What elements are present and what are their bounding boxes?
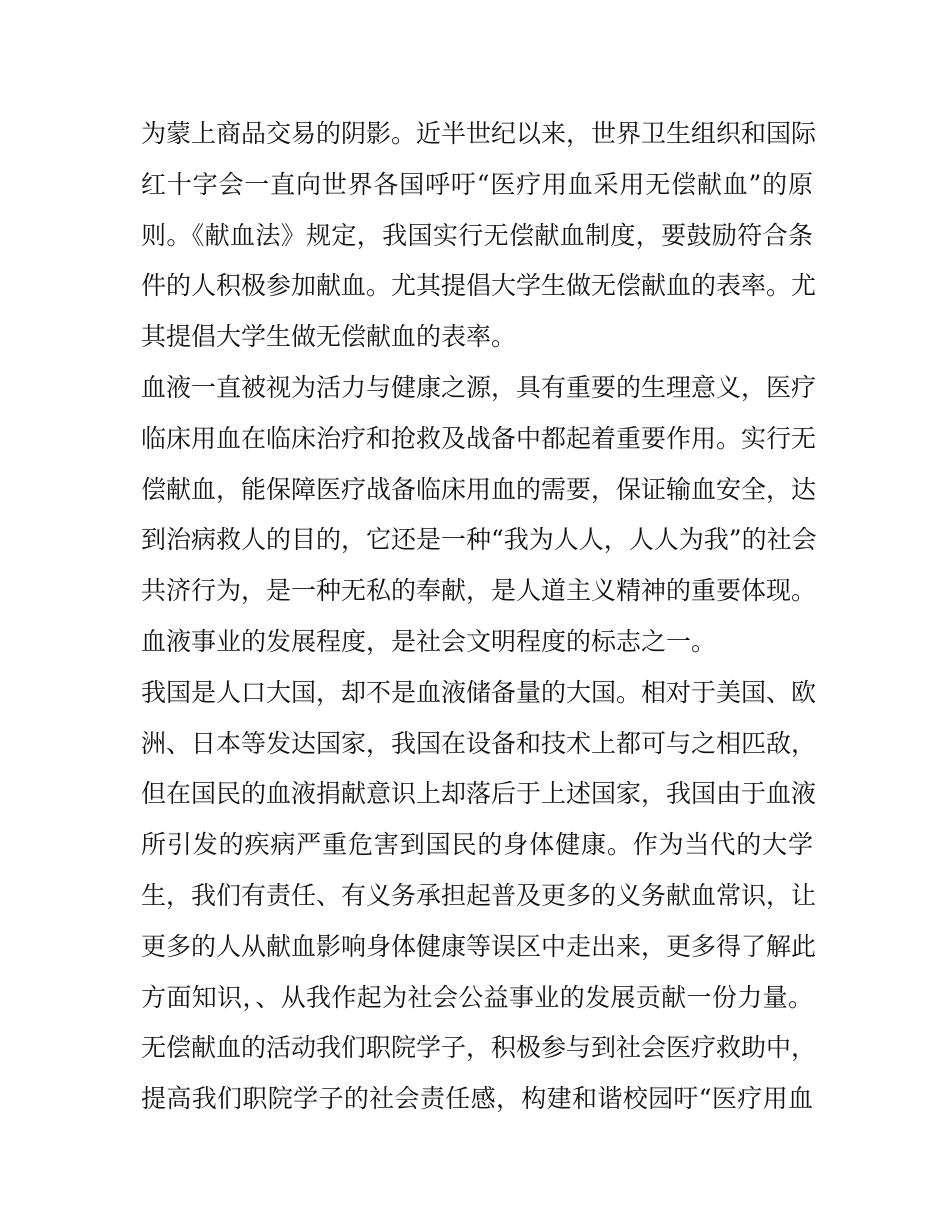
text-line: 红十字会一直向世界各国呼吁“医疗用血采用无偿献血”的原 bbox=[141, 169, 813, 199]
text-line: 无偿献血的活动我们职院学子，积极参与到社会医疗救助中， bbox=[141, 1033, 817, 1063]
body-text bbox=[141, 109, 817, 1125]
text-line: 洲、日本等发达国家，我国在设备和技术上都可与之相匹敌， bbox=[141, 728, 817, 758]
text-line: 方面知识，、从我作起为社会公益事业的发展贡献一份力量。 bbox=[141, 982, 813, 1012]
text-line: 临床用血在临床治疗和抢救及战备中都起着重要作用。实行无 bbox=[141, 423, 817, 453]
text-line: 则。《献血法》规定，我国实行无偿献血制度，要鼓励符合条 bbox=[141, 220, 813, 250]
text-line: 为蒙上商品交易的阴影。近半世纪以来，世界卫生组织和国际 bbox=[141, 119, 817, 148]
text-line: 件的人积极参加献血。尤其提倡大学生做无偿献血的表率。尤 bbox=[141, 271, 817, 301]
text-line: 血液一直被视为活力与健康之源，具有重要的生理意义，医疗 bbox=[141, 372, 817, 402]
text-line: 更多的人从献血影响身体健康等误区中走出来，更多得了解此 bbox=[141, 931, 817, 961]
text-line: 提高我们职院学子的社会责任感，构建和谐校园吁“医疗用血 bbox=[141, 1084, 813, 1114]
text-line: 其提倡大学生做无偿献血的表率。 bbox=[141, 322, 517, 352]
text-line: 生，我们有责任、有义务承担起普及更多的义务献血常识，让 bbox=[141, 880, 817, 910]
text-line: 到治病救人的目的，它还是一种“我为人人，人人为我”的社会 bbox=[141, 525, 817, 555]
text-line: 偿献血，能保障医疗战备临床用血的需要，保证输血安全，达 bbox=[141, 474, 817, 504]
text-line: 共济行为，是一种无私的奉献，是人道主义精神的重要体现。 bbox=[141, 576, 817, 606]
text-line: 但在国民的血液捐献意识上却落后于上述国家，我国由于血液 bbox=[141, 779, 817, 809]
text-line: 所引发的疾病严重危害到国民的身体健康。作为当代的大学 bbox=[141, 830, 813, 860]
text-line: 我国是人口大国，却不是血液储备量的大国。相对于美国、欧 bbox=[141, 677, 817, 707]
text-line: 血液事业的发展程度，是社会文明程度的标志之一。 bbox=[141, 626, 717, 656]
